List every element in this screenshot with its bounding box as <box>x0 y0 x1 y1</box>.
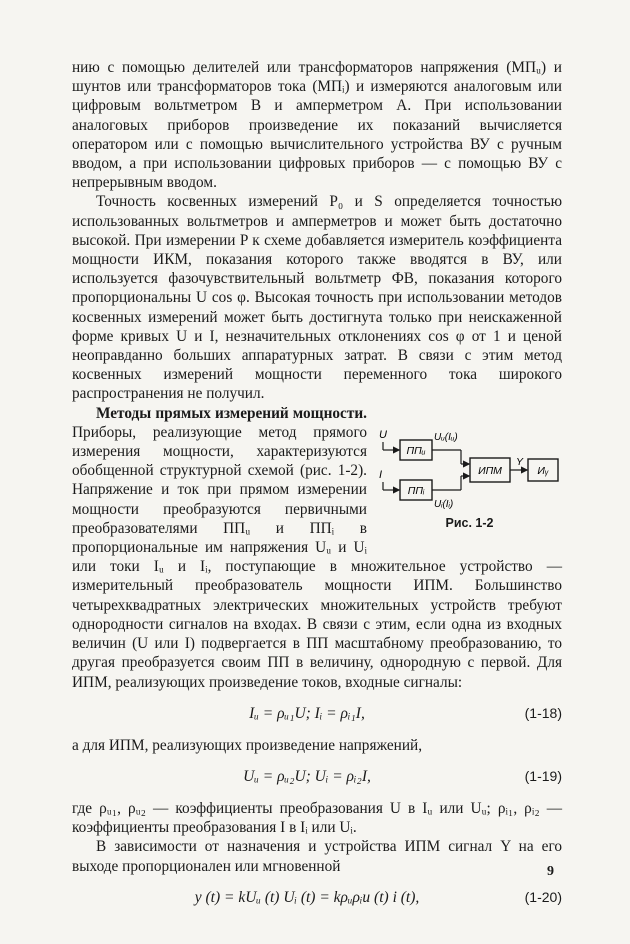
figure-caption: Рис. 1-2 <box>445 515 494 530</box>
equation-formula: Iᵤ = ρᵤ₁U; Iᵢ = ρᵢ₁I, <box>249 705 365 723</box>
signal-u-label: Uᵤ(Iᵤ) <box>434 431 458 443</box>
equation-formula: y (t) = kUᵤ (t) Uᵢ (t) = kρᵤρᵢu (t) i (t), <box>194 889 420 907</box>
figure-1-2 <box>377 426 562 538</box>
iy-label: Иᵧ <box>537 464 549 477</box>
equation-1-20 <box>72 880 562 916</box>
page-number: 9 <box>547 864 554 879</box>
paragraph-6: В зависимости от назначения и устройства ИПМ сигнал Y на его выходе пропорционален или мгновенной <box>72 838 562 875</box>
block-diagram <box>377 426 562 512</box>
paragraph-5: где ρᵤ₁, ρᵤ₂ — коэффициенты преобразования U в Iᵤ или Uᵤ; ρᵢ₁, ρᵢ₂ — коэффициенты преобразования I в Iᵢ или Uᵢ. <box>72 799 562 837</box>
paragraph-2: Точность косвенных измерений P₀ и S определяется точностью использованных вольтметров и амперметров и может быть достаточно высокой. При измерении P к схеме добавляется измеритель коэффициента мощности ИКМ, показания которого также вводятся в ВУ, или используется фазочувствительный вольтметр ФВ, показания которого пропорциональны U cos φ. Высокая точность при использовании методов косвенных измерений может быть достигнута только при неискаженной форме кривых U и I, незначительных отклонениях cos φ от 1 и ценой неоправданно больших аппаратурных затрат. В связи с этим метод косвенных измерений мощности переменного тока широкого распространения не получил. <box>72 193 562 403</box>
equation-number: (1-20) <box>524 889 562 906</box>
equation-1-19 <box>72 759 562 795</box>
paragraph-1: нию с помощью делителей или трансформаторов напряжения (МПᵤ) и шунтов или трансформаторов тока (МПᵢ) и измеряются аналоговым или цифровым вольтметром В и амперметром А. При использовании аналоговых приборов произведение их показаний вычисляется оператором или с помощью вычислительного устройства ВУ с ручным вводом, а при использовании цифровых приборов — с помощью ВУ с непрерывным вводом. <box>72 59 562 192</box>
ppi-label: ППᵢ <box>407 484 425 497</box>
paragraph-4: а для ИПМ, реализующих произведение напряжений, <box>72 736 423 754</box>
equation-number: (1-19) <box>524 768 562 785</box>
input-u-label: U <box>379 428 387 441</box>
input-i-label: I <box>379 468 383 481</box>
paragraph-3-body: Приборы, реализующие метод прямого измерения мощности, характеризуются обобщенной структурной схемой (рис. 1-2). Напряжение и ток при прямом измерении мощности преобразуются первичными преобразователями ППᵤ и ППᵢ в пропорциональные им напряжения Uᵤ и Uᵢ или токи Iᵤ и Iᵢ, поступающие в множительное устройство — измерительный преобразователь мощности ИПМ. Большинство четырехквадратных электрических множительных устройств требуют однородности сигналов на входах. В связи с этим, если одна из входных величин (U или I) подвергается в ПП масштабному преобразованию, то другая преобразуется своим ПП в величину, однородную с первой. Для ИПМ, реализующих произведение токов, входные сигналы: <box>72 423 562 691</box>
equation-1-18 <box>72 696 562 732</box>
ipm-label: ИПМ <box>478 464 502 477</box>
output-y-label: Y <box>516 455 524 468</box>
equation-number: (1-18) <box>524 705 562 722</box>
ppu-label: ППᵤ <box>406 444 426 457</box>
equation-formula: Uᵤ = ρᵤ₂U; Uᵢ = ρᵢ₂I, <box>243 768 371 786</box>
signal-i-label: Uᵢ(Iᵢ) <box>434 498 454 510</box>
section-heading: Методы прямых измерений мощности. <box>96 404 367 422</box>
text-column <box>72 58 562 920</box>
